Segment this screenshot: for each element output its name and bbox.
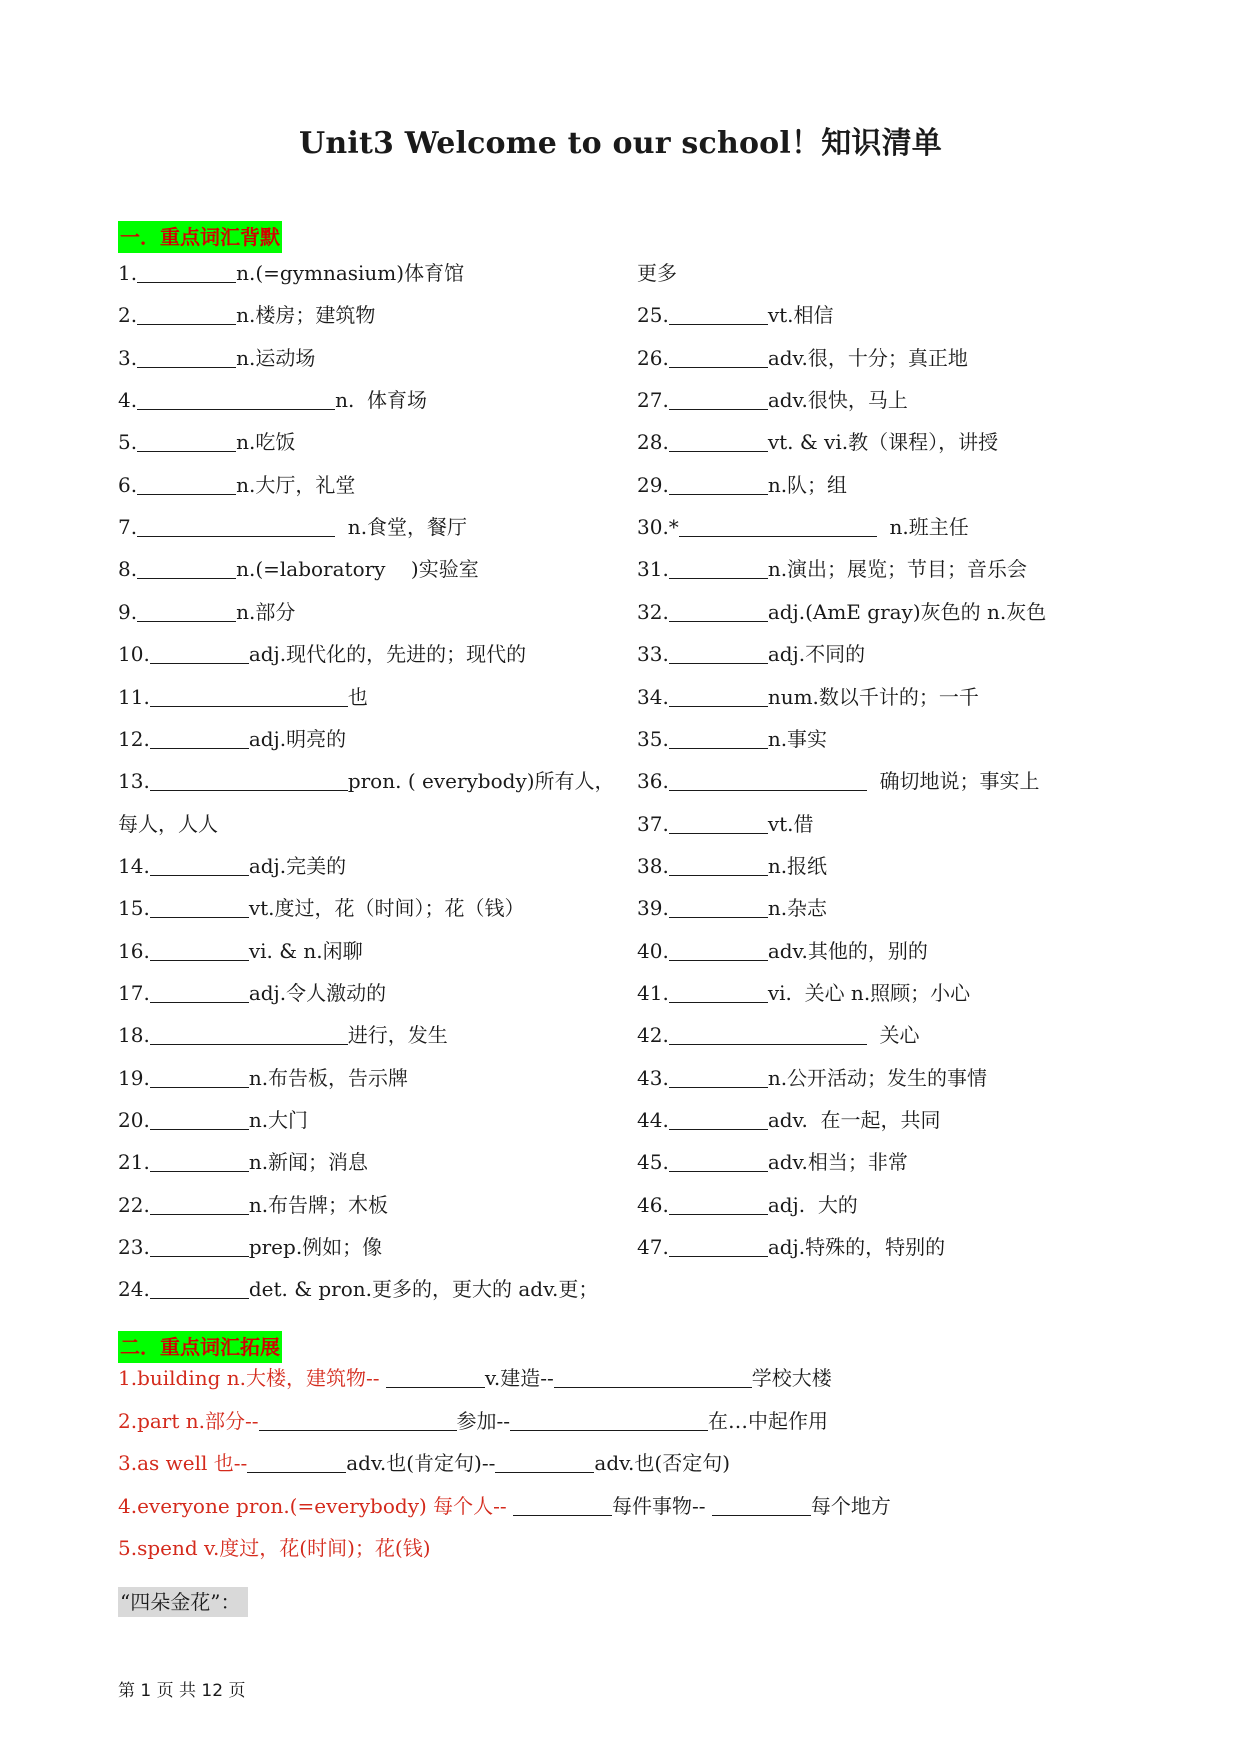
answer-blank[interactable]	[150, 1151, 249, 1172]
item-definition: adj.令人激动的	[248, 980, 387, 1005]
vocab-item	[118, 727, 346, 751]
item-number: 6.	[118, 472, 138, 497]
vocab-item	[637, 1150, 908, 1174]
blank[interactable]	[259, 1410, 457, 1431]
answer-blank[interactable]	[669, 1109, 768, 1130]
answer-blank[interactable]	[669, 347, 768, 368]
vocab-item	[637, 1066, 987, 1090]
answer-blank[interactable]	[137, 431, 236, 452]
item-definition: n.布告板，告示牌	[248, 1065, 409, 1090]
blank[interactable]	[495, 1452, 594, 1473]
item-definition: adj.现代化的，先进的；现代的	[248, 642, 527, 667]
item-definition: n.吃饭	[236, 430, 296, 455]
item-definition: adj.(AmE gray)灰色的 n.灰色	[767, 599, 1047, 624]
answer-blank[interactable]	[669, 601, 768, 622]
answer-blank[interactable]	[669, 1024, 867, 1045]
item-definition: adv.很快，马上	[767, 388, 908, 413]
ext-2-part-a: 参加--	[456, 1409, 511, 1433]
item-definition: vt.度过，花（时间）；花（钱）	[248, 896, 525, 921]
vocab-item	[637, 430, 998, 454]
answer-blank[interactable]	[669, 855, 768, 876]
ext-1-part-b: 学校大楼	[751, 1366, 832, 1390]
item-number: 3.	[118, 345, 138, 370]
item-definition: n.杂志	[767, 896, 828, 921]
item-definition: 也	[347, 684, 368, 709]
item-number: 29.	[637, 472, 669, 497]
item-number: 47.	[637, 1235, 669, 1260]
ext-line-1	[118, 1366, 832, 1390]
vocab-item	[118, 261, 464, 285]
vocab-item	[637, 261, 677, 285]
answer-blank[interactable]	[669, 982, 768, 1003]
ext-3-part-b: adv.也(否定句)	[594, 1451, 731, 1475]
answer-blank[interactable]	[137, 516, 335, 537]
ext-line-4	[118, 1494, 891, 1518]
answer-blank[interactable]	[669, 686, 768, 707]
answer-blank[interactable]	[669, 431, 768, 452]
vocab-item	[118, 515, 467, 539]
ext-4-part-a: 每件事物--	[612, 1494, 712, 1518]
item-number: 26.	[637, 345, 669, 370]
blank[interactable]	[712, 1495, 811, 1516]
item-number: 37.	[637, 811, 669, 836]
answer-blank[interactable]	[669, 728, 768, 749]
answer-blank[interactable]	[150, 1278, 249, 1299]
item-number: 43.	[637, 1065, 669, 1090]
item-number: 38.	[637, 853, 669, 878]
answer-blank[interactable]	[150, 770, 348, 791]
section-heading-vocab: 一．重点词汇背默	[118, 221, 282, 253]
answer-blank[interactable]	[150, 728, 249, 749]
vocab-item	[118, 685, 368, 709]
vocab-item	[637, 685, 979, 709]
vocab-item	[637, 854, 827, 878]
answer-blank[interactable]	[669, 389, 768, 410]
item-number: 8.	[118, 557, 138, 582]
item-definition: adj.特殊的，特别的	[767, 1235, 946, 1260]
answer-blank[interactable]	[137, 347, 236, 368]
vocab-item	[637, 1108, 941, 1132]
blank[interactable]	[554, 1367, 752, 1388]
answer-blank[interactable]	[669, 1194, 768, 1215]
ext-3-part-a: adv.也(肯定句)--	[346, 1451, 496, 1475]
answer-blank[interactable]	[669, 558, 768, 579]
answer-blank[interactable]	[150, 643, 249, 664]
answer-blank[interactable]	[669, 304, 768, 325]
item-number: 35.	[637, 726, 669, 751]
answer-blank[interactable]	[150, 1236, 249, 1257]
vocab-item	[118, 1150, 368, 1174]
vocab-item	[637, 727, 827, 751]
answer-blank[interactable]	[137, 601, 236, 622]
answer-blank[interactable]	[669, 474, 768, 495]
answer-blank[interactable]	[669, 897, 768, 918]
item-definition: 进行，发生	[347, 1023, 448, 1048]
item-number: 12.	[118, 726, 150, 751]
item-number: 14.	[118, 853, 150, 878]
answer-blank[interactable]	[150, 686, 348, 707]
vocab-item	[118, 981, 386, 1005]
item-number: 25.	[637, 303, 669, 328]
item-number: 31.	[637, 557, 669, 582]
vocab-item	[637, 557, 1027, 581]
vocab-item	[637, 812, 814, 836]
item-definition: n.楼房；建筑物	[236, 303, 376, 328]
vocab-item	[118, 896, 525, 920]
ext-2-keyword: 2.part n.部分--	[118, 1409, 259, 1433]
vocab-item	[118, 346, 315, 370]
answer-blank[interactable]	[150, 1067, 249, 1088]
item-definition: adj.完美的	[248, 853, 347, 878]
answer-blank[interactable]	[669, 1151, 768, 1172]
vocab-item	[637, 939, 928, 963]
item-number: 18.	[118, 1023, 150, 1048]
item-definition: n.部分	[236, 599, 296, 624]
answer-blank[interactable]	[679, 516, 877, 537]
blank[interactable]	[247, 1452, 346, 1473]
item-definition: adv.其他的，别的	[767, 938, 928, 963]
item-definition: n.(=gymnasium)体育馆	[236, 261, 465, 285]
answer-blank[interactable]	[669, 1067, 768, 1088]
vocab-item	[637, 515, 969, 539]
answer-blank[interactable]	[150, 897, 249, 918]
item-number: 2.	[118, 303, 138, 328]
item-definition: n.大门	[248, 1108, 309, 1132]
item-number: 46.	[637, 1192, 669, 1217]
answer-blank[interactable]	[150, 982, 249, 1003]
vocab-item	[118, 430, 295, 454]
item-number: 17.	[118, 980, 150, 1005]
item-definition: n.新闻；消息	[248, 1150, 369, 1175]
item-number: 41.	[637, 980, 669, 1005]
item-definition: 确切地说；事实上	[866, 769, 1040, 794]
item-definition: n.队；组	[767, 472, 848, 497]
vocab-item	[637, 981, 970, 1005]
item-number: 28.	[637, 430, 669, 455]
ext-2-part-b: 在…中起作用	[708, 1409, 829, 1433]
item-definition: adj. 大的	[767, 1192, 858, 1217]
item-definition: prep.例如；像	[248, 1235, 383, 1260]
ext-4-part-b: 每个地方	[810, 1494, 891, 1518]
item-number: 13.	[118, 769, 150, 794]
answer-blank[interactable]	[150, 940, 249, 961]
item-number: 5.	[118, 430, 138, 455]
item-number: 40.	[637, 938, 669, 963]
vocab-item	[118, 600, 295, 624]
vocab-item	[637, 1023, 920, 1047]
vocab-item	[118, 557, 479, 581]
item-number: 11.	[118, 684, 150, 709]
vocab-item	[637, 769, 1040, 793]
item-definition: n.演出；展览；节目；音乐会	[767, 557, 1028, 582]
item-definition: n.报纸	[767, 853, 828, 878]
ext-line-5	[118, 1536, 431, 1560]
vocab-item	[118, 1023, 448, 1047]
item-number: 24.	[118, 1277, 150, 1302]
vocab-item	[118, 473, 355, 497]
item-definition: det. & pron.更多的，更大的 adv.更；	[248, 1277, 599, 1302]
answer-blank[interactable]	[669, 770, 867, 791]
vocab-item	[637, 303, 834, 327]
item-definition: n.大厅，礼堂	[236, 472, 356, 497]
item-definition: vt.相信	[767, 303, 834, 328]
item-number: 45.	[637, 1150, 669, 1175]
item-definition: vi. & n.闲聊	[248, 938, 363, 963]
vocab-item	[637, 1235, 945, 1259]
ext-line-3	[118, 1451, 730, 1475]
vocab-item	[118, 1193, 388, 1217]
ext-4-keyword: 4.everyone pron.(=everybody) 每个人--	[118, 1494, 514, 1518]
answer-blank[interactable]	[669, 813, 768, 834]
item-definition: adv.很，十分；真正地	[767, 345, 968, 370]
item-number: 33.	[637, 642, 669, 667]
item-definition: n.食堂，餐厅	[335, 515, 468, 540]
answer-blank[interactable]	[137, 474, 236, 495]
vocab-item	[118, 1108, 308, 1132]
item-definition: n.班主任	[876, 515, 969, 540]
vocab-item	[637, 600, 1046, 624]
section-heading-extension: 二．重点词汇拓展	[118, 1331, 282, 1363]
answer-blank[interactable]	[137, 389, 335, 410]
answer-blank[interactable]	[669, 940, 768, 961]
blank[interactable]	[513, 1495, 612, 1516]
item-definition: n. 体育场	[335, 388, 428, 413]
item-definition: adj.明亮的	[248, 726, 347, 751]
answer-blank[interactable]	[137, 262, 236, 283]
item-definition: pron. ( everybody)所有人，	[347, 769, 615, 794]
item-number: 4.	[118, 388, 138, 413]
item-number: 22.	[118, 1192, 150, 1217]
item-definition: 更多	[637, 261, 677, 285]
item-definition: adv.相当；非常	[767, 1150, 908, 1175]
item-definition: n.布告牌；木板	[248, 1192, 389, 1217]
item-number: 30.*	[637, 515, 679, 540]
item-number: 20.	[118, 1108, 150, 1132]
four-golden-flowers-label: “四朵金花”：	[118, 1587, 248, 1617]
item-number: 16.	[118, 938, 150, 963]
page-footer: 第 1 页 共 12 页	[118, 1681, 246, 1701]
vocab-item	[118, 1066, 408, 1090]
answer-blank[interactable]	[150, 855, 249, 876]
answer-blank[interactable]	[137, 558, 236, 579]
item-number: 39.	[637, 896, 669, 921]
vocab-item	[637, 388, 908, 412]
vocab-item	[118, 1235, 382, 1259]
item-number: 27.	[637, 388, 669, 413]
item-definition: n.公开活动；发生的事情	[767, 1065, 988, 1090]
item-number: 42.	[637, 1023, 669, 1048]
item-number: 15.	[118, 896, 150, 921]
vocab-item	[118, 303, 375, 327]
answer-blank[interactable]	[669, 643, 768, 664]
item-number: 7.	[118, 515, 138, 540]
item-number: 44.	[637, 1108, 669, 1132]
item-number: 21.	[118, 1150, 150, 1175]
item-definition: n.(=laboratory )实验室	[236, 557, 479, 582]
item-number: 23.	[118, 1235, 150, 1260]
item-definition: vi. 关心 n.照顾；小心	[767, 980, 971, 1005]
vocab-item	[637, 1193, 858, 1217]
vocab-item	[118, 939, 363, 963]
page-title: Unit3 Welcome to our school！知识清单	[299, 126, 942, 161]
ext-3-keyword: 3.as well 也--	[118, 1451, 248, 1475]
item-number: 1.	[118, 261, 138, 285]
item-number: 9.	[118, 599, 138, 624]
item-definition: vt. & vi.教（课程），讲授	[767, 430, 999, 455]
answer-blank[interactable]	[150, 1194, 249, 1215]
ext-1-part-a: v.建造--	[484, 1366, 554, 1390]
vocab-item	[118, 854, 346, 878]
vocab-item	[118, 642, 526, 666]
item-number: 10.	[118, 642, 150, 667]
answer-blank[interactable]	[150, 1024, 348, 1045]
answer-blank[interactable]	[669, 1236, 768, 1257]
vocab-item	[118, 1277, 598, 1301]
item-definition: num.数以千计的；一千	[767, 684, 979, 709]
item-number: 34.	[637, 684, 669, 709]
item-number: 36.	[637, 769, 669, 794]
vocab-item	[637, 346, 968, 370]
item-definition: 每人，人人	[118, 811, 218, 836]
vocab-item	[637, 896, 827, 920]
item-definition: 关心	[866, 1023, 920, 1048]
item-number: 19.	[118, 1065, 150, 1090]
blank[interactable]	[386, 1367, 485, 1388]
answer-blank[interactable]	[137, 304, 236, 325]
ext-5-keyword: 5.spend v.度过，花(时间)；花(钱)	[118, 1536, 431, 1560]
vocab-item	[637, 642, 865, 666]
item-number: 32.	[637, 599, 669, 624]
item-definition: vt.借	[767, 811, 814, 836]
vocab-item	[637, 473, 847, 497]
item-definition: n.运动场	[236, 345, 316, 370]
vocab-item	[118, 769, 615, 793]
item-definition: n.事实	[767, 726, 828, 751]
blank[interactable]	[510, 1410, 708, 1431]
ext-1-keyword: 1.building n.大楼，建筑物--	[118, 1366, 386, 1390]
item-definition: adj.不同的	[767, 642, 866, 667]
vocab-item	[118, 388, 427, 412]
vocab-item	[118, 812, 218, 836]
answer-blank[interactable]	[150, 1109, 249, 1130]
ext-line-2	[118, 1409, 828, 1433]
item-definition: adv. 在一起，共同	[767, 1108, 941, 1132]
